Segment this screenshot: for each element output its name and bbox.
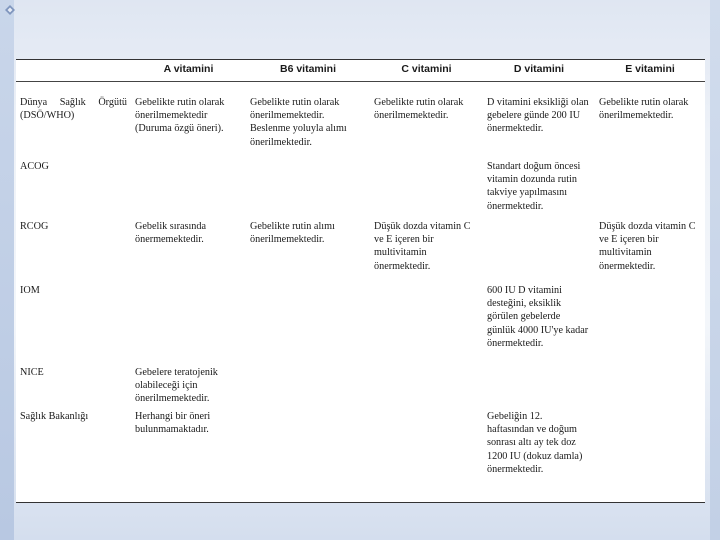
cell-vitamin-c: Düşük dozda vitamin C ve E içeren bir multivitamin önermektedir.	[374, 221, 471, 272]
org-label: NICE	[20, 367, 44, 378]
org-word: Dünya	[20, 97, 48, 108]
header-vitamin-e: E vitamini	[595, 60, 705, 82]
org-abbrev: (DSÖ/WHO)	[20, 110, 75, 122]
table-row	[16, 364, 705, 408]
header-vitamin-d: D vitamini	[483, 60, 595, 82]
table-row	[16, 282, 705, 364]
org-label	[16, 82, 131, 159]
vitamin-recommendations-table-card	[16, 59, 705, 503]
table-header-row	[16, 60, 705, 82]
cell-vitamin-c	[370, 364, 483, 408]
cell-vitamin-c: Gebelikte rutin olarak önerilmemektedir.	[374, 97, 464, 122]
cell-vitamin-d: Gebeliğin 12. haftasından ve doğum sonrası altı ay tek doz 1200 IU (dokuz damla) önermektedir.	[487, 411, 583, 475]
cell-vitamin-e: Düşük dozda vitamin C ve E içeren bir multivitamin önermektedir.	[599, 221, 696, 272]
cell-vitamin-e	[595, 364, 705, 408]
cell-vitamin-b6: Gebelikte rutin olarak önerilmemektedir. Beslenme yoluyla alımı önerilmektedir.	[250, 97, 347, 148]
cell-vitamin-a: Herhangi bir öneri bulunmamaktadır.	[135, 411, 211, 436]
cell-vitamin-a: Gebelere teratojenik olabileceği için önerilmemektedir.	[135, 367, 218, 405]
table-row	[16, 408, 705, 480]
slide-left-decoration	[0, 0, 14, 540]
cell-vitamin-c	[370, 282, 483, 364]
cell-vitamin-a: Gebelikte rutin olarak önerilmemektedir (Duruma özgü öneri).	[135, 97, 225, 135]
cell-vitamin-d	[483, 218, 595, 282]
org-label: RCOG	[20, 221, 49, 232]
vitamin-recommendations-table	[16, 60, 705, 480]
org-word: Sağlık	[59, 97, 86, 108]
cell-vitamin-e: Gebelikte rutin olarak önerilmemektedir.	[599, 97, 689, 122]
org-label: ACOG	[20, 161, 49, 172]
cell-vitamin-e	[595, 158, 705, 218]
cell-vitamin-c	[370, 158, 483, 218]
table-row	[16, 82, 705, 159]
cell-vitamin-d: Standart doğum öncesi vitamin dozunda rutin takviye yapılmasını önermektedir.	[487, 161, 581, 212]
org-word: Örgütü	[98, 97, 127, 108]
cell-vitamin-d	[483, 364, 595, 408]
cell-vitamin-d: 600 IU D vitamini desteğini, eksiklik görülen gebelerde günlük 4000 IU'ye kadar önermektedir.	[487, 285, 589, 349]
org-label: Sağlık Bakanlığı	[20, 411, 89, 422]
cell-vitamin-e	[595, 282, 705, 364]
cell-vitamin-b6	[246, 158, 370, 218]
cell-vitamin-e	[595, 408, 705, 480]
table-row	[16, 158, 705, 218]
org-label: IOM	[20, 285, 40, 296]
cell-vitamin-b6	[246, 364, 370, 408]
header-vitamin-a: A vitamini	[131, 60, 246, 82]
header-organization	[16, 60, 131, 82]
cell-vitamin-b6: Gebelikte rutin alımı önerilmemektedir.	[250, 221, 335, 246]
cell-vitamin-b6	[246, 408, 370, 480]
header-vitamin-c: C vitamini	[370, 60, 483, 82]
cell-vitamin-d: D vitamini eksikliği olan gebelere günde 200 IU önermektedir.	[487, 97, 589, 135]
cell-vitamin-a	[131, 158, 246, 218]
cell-vitamin-a	[131, 282, 246, 364]
slide-corner-icon	[3, 3, 17, 17]
table-row	[16, 218, 705, 282]
slide-right-decoration	[710, 0, 720, 540]
cell-vitamin-b6	[246, 282, 370, 364]
cell-vitamin-a: Gebelik sırasında önermemektedir.	[135, 221, 207, 246]
header-vitamin-b6: B6 vitamini	[246, 60, 370, 82]
cell-vitamin-c	[370, 408, 483, 480]
